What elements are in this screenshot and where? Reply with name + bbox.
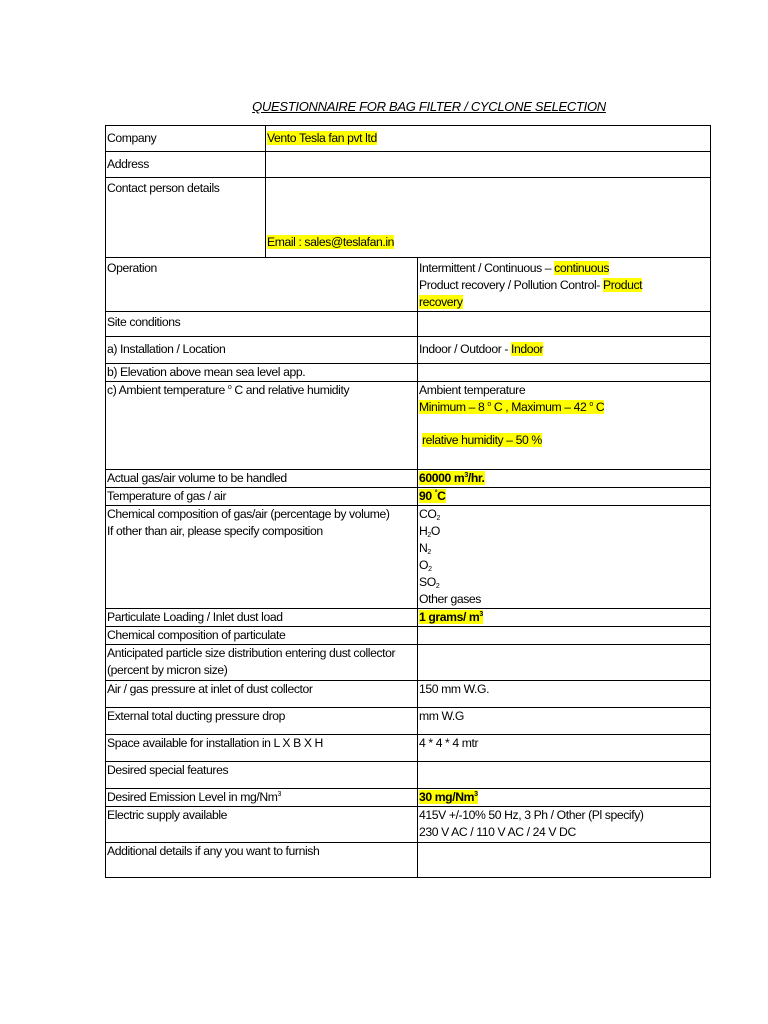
gas-co2-sub: 2 — [436, 515, 440, 522]
emission-number: 30 mg/Nm — [419, 790, 475, 804]
loading-value — [419, 610, 483, 624]
elevation-value[interactable] — [418, 364, 711, 382]
installation-value-cell[interactable] — [418, 337, 711, 364]
row-duct-drop — [106, 708, 711, 735]
ambient-unit: C — [595, 400, 605, 414]
gas-temp-value — [419, 489, 446, 503]
gas-so2 — [419, 574, 710, 591]
installation-label: a) Installation / Location — [106, 337, 418, 364]
inlet-pressure-label: Air / gas pressure at inlet of dust collector — [106, 681, 418, 708]
operation-options: Intermittent / Continuous – — [419, 261, 552, 275]
emission-value-cell[interactable] — [418, 789, 711, 807]
emission-value — [419, 790, 478, 804]
ambient-min-degree: o — [487, 401, 491, 408]
row-gas-temp — [106, 488, 711, 506]
loading-sup: 3 — [479, 611, 483, 618]
gas-co2-base: CO — [419, 507, 437, 521]
contact-label: Contact person details — [106, 178, 266, 258]
loading-value-cell[interactable] — [418, 609, 711, 627]
row-installation — [106, 337, 711, 364]
size-dist-label: Anticipated particle size distribution entering dust collector (percent by micron size) — [106, 645, 418, 681]
gas-volume-sup: 3 — [464, 472, 468, 479]
company-label: Company — [106, 126, 266, 152]
electric-line-1: 415V +/-10% 50 Hz, 3 Ph / Other (Pl specify) — [419, 808, 644, 822]
row-company — [106, 126, 711, 152]
gas-co2 — [419, 506, 710, 523]
row-special — [106, 762, 711, 789]
electric-value-cell[interactable] — [418, 807, 711, 843]
ambient-max: C , Maximum – 42 — [493, 400, 587, 414]
ambient-label-degree: o — [227, 384, 232, 391]
row-operation — [106, 258, 711, 312]
site-conditions-value[interactable] — [418, 312, 711, 337]
row-gas-volume — [106, 470, 711, 488]
address-value[interactable] — [266, 152, 711, 178]
gas-volume-value — [419, 471, 485, 485]
special-value[interactable] — [418, 762, 711, 789]
row-emission — [106, 789, 711, 807]
duct-drop-value[interactable]: mm W.G — [418, 708, 711, 735]
row-size-dist — [106, 645, 711, 681]
operation-purpose-answer-b: recovery — [419, 295, 463, 309]
contact-value-cell[interactable] — [266, 178, 711, 258]
electric-line-2: 230 V AC / 110 V AC / 24 V DC — [419, 825, 576, 839]
gas-n2-base: N — [419, 541, 428, 555]
document-title: QUESTIONNAIRE FOR BAG FILTER / CYCLONE SELECTION — [252, 99, 606, 114]
row-chem-particulate — [106, 627, 711, 645]
gas-temp-label: Temperature of gas / air — [106, 488, 418, 506]
chem-particulate-label: Chemical composition of particulate — [106, 627, 418, 645]
row-loading — [106, 609, 711, 627]
ambient-value-cell[interactable] — [418, 382, 711, 470]
ambient-heading: Ambient temperature — [419, 383, 526, 397]
gas-volume-number: 60000 m — [419, 471, 465, 485]
operation-value-cell[interactable] — [418, 258, 711, 312]
ambient-max-degree: o — [589, 401, 593, 408]
elevation-label: b) Elevation above mean sea level app. — [106, 364, 418, 382]
ambient-range — [419, 400, 604, 414]
additional-label: Additional details if any you want to furnish — [106, 843, 418, 878]
row-electric — [106, 807, 711, 843]
gas-h2o-base: H — [419, 524, 428, 538]
site-conditions-label: Site conditions — [106, 312, 418, 337]
chem-gas-label-a: Chemical composition of gas/air (percentage by volume) — [107, 507, 390, 521]
chem-gas-label — [106, 506, 418, 609]
gas-o2-base: O — [419, 558, 429, 572]
gas-volume-value-cell[interactable] — [418, 470, 711, 488]
questionnaire-table — [105, 125, 711, 878]
contact-email: Email : sales@teslafan.in — [267, 235, 395, 249]
gas-volume-label: Actual gas/air volume to be handled — [106, 470, 418, 488]
installation-answer: Indoor — [511, 342, 544, 356]
gas-so2-base: SO — [419, 575, 436, 589]
loading-label: Particulate Loading / Inlet dust load — [106, 609, 418, 627]
row-chem-gas — [106, 506, 711, 609]
row-additional — [106, 843, 711, 878]
emission-sup: 3 — [474, 791, 478, 798]
chem-particulate-value[interactable] — [418, 627, 711, 645]
row-space — [106, 735, 711, 762]
row-ambient — [106, 382, 711, 470]
gas-other: Other gases — [419, 592, 481, 606]
special-label: Desired special features — [106, 762, 418, 789]
space-label: Space available for installation in L X B X H — [106, 735, 418, 762]
company-value: Vento Tesla fan pvt ltd — [267, 131, 377, 145]
space-value[interactable]: 4 * 4 * 4 mtr — [418, 735, 711, 762]
gas-volume-unit: /hr. — [467, 471, 485, 485]
row-site-conditions — [106, 312, 711, 337]
gas-h2o-end: O — [430, 524, 440, 538]
gas-temp-unit: C — [437, 489, 446, 503]
chem-gas-label-b: If other than air, please specify composition — [107, 524, 323, 538]
row-elevation — [106, 364, 711, 382]
duct-drop-label: External total ducting pressure drop — [106, 708, 418, 735]
size-dist-value[interactable] — [418, 645, 711, 681]
ambient-min: Minimum – 8 — [419, 400, 485, 414]
operation-label: Operation — [106, 258, 418, 312]
row-address — [106, 152, 711, 178]
gas-temp-degree: ° — [434, 490, 438, 497]
emission-label-sup: 3 — [277, 791, 281, 798]
installation-options: Indoor / Outdoor - — [419, 342, 508, 356]
ambient-label-post: C and relative humidity — [234, 383, 350, 397]
gas-temp-number: 90 — [419, 489, 432, 503]
ambient-humidity: relative humidity – 50 % — [422, 433, 542, 447]
gas-so2-sub: 2 — [435, 583, 440, 590]
gas-temp-value-cell[interactable] — [418, 488, 711, 506]
operation-purpose-answer-a: Product — [602, 278, 643, 292]
gas-n2 — [419, 540, 710, 557]
emission-label-text: Desired Emission Level in mg/Nm — [107, 790, 278, 804]
inlet-pressure-value[interactable]: 150 mm W.G. — [418, 681, 711, 708]
gas-n2-sub: 2 — [427, 549, 431, 556]
emission-label — [106, 789, 418, 807]
address-label: Address — [106, 152, 266, 178]
ambient-label-pre: c) Ambient temperature — [107, 383, 225, 397]
gas-o2 — [419, 557, 710, 574]
gas-h2o-sub: 2 — [427, 532, 431, 539]
additional-value[interactable] — [418, 843, 711, 878]
loading-number: 1 grams/ m — [419, 610, 480, 624]
chem-gas-value-cell[interactable] — [418, 506, 711, 609]
ambient-label — [106, 382, 418, 470]
row-contact — [106, 178, 711, 258]
gas-o2-sub: 2 — [428, 566, 432, 573]
electric-label: Electric supply available — [106, 807, 418, 843]
gas-h2o — [419, 523, 710, 540]
operation-answer: continuous — [554, 261, 610, 275]
row-inlet-pressure — [106, 681, 711, 708]
company-value-cell[interactable] — [266, 126, 711, 152]
operation-purpose-options: Product recovery / Pollution Control- — [419, 278, 600, 292]
